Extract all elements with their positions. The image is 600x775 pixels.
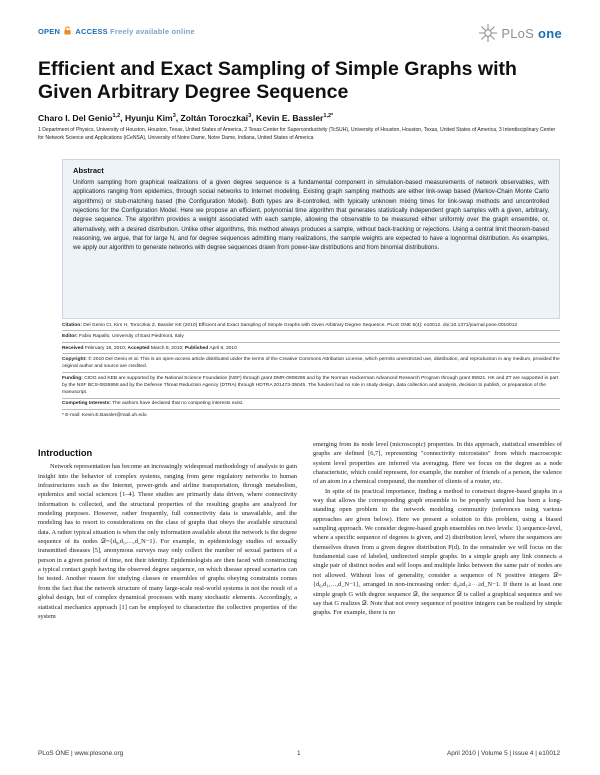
brand-plos: PLoS (501, 25, 534, 41)
citation-row (62, 320, 560, 331)
abstract-text: Uniform sampling from graphical realizations of a given degree sequence is a fundamental component in simulation-based measurements of network observables, with applications ranging from epidemics, through social networks to Internet modeling. Existing graph sampling methods are either link-swap based (Markov-Chain Monte Carlo algorithms) or stub-matching based (the Configuration Model). Both types are ill-controlled, with typically unknown mixing times for link-swap methods and uncontrolled rejections for the Configuration Model. Here we propose an efficient, polynomial time algorithm that generates statistically independent graph samples with a given, arbitrary, degree sequence. The algorithm provides a weight associated with each sample, allowing the observable to be measured either uniformly over the graph ensemble, or, alternatively, with a desired distribution. Unlike other algorithms, this method always produces a sample, without back-tracking or rejections. Using a central limit theorem-based reasoning, we argue, that for large N, and for degree sequences admitting many realizations, the sample weights are expected to have a lognormal distribution. As examples, we apply our algorithm to generate networks with degree sequences drawn from power-law distributions and from binomial distributions. (73, 179, 549, 252)
citation-text: Del Genio CI, Kim H, Toroczkai Z, Bassler KE (2010) Efficient and Exact Sampling of Simple Graphs with Given Arbitrary Degree Sequence. PLoS ONE 5(4): e10012. doi:10.1371/journal.pone.0010012 (83, 322, 518, 328)
author-name: Hyunju Kim (124, 113, 173, 123)
corresponding-email[interactable]: * E-mail: Kevin.E.Bassler@mail.uh.edu (62, 412, 147, 418)
affiliations: 1 Department of Physics, University of Houston, Houston, Texas, United States of America, 2 Texas Center for Superconductivity (TcSUH), University of Houston, Houston, Texas, United States of America, 3 Interdisciplinary Center for Network Science and Applications (iCeNSA), University of Notre Dame, Notre Dame, Indiana, United States of America (38, 127, 556, 141)
body-column-left (38, 449, 297, 621)
footer-journal[interactable]: PLoS ONE | www.plosone.org (38, 750, 124, 757)
open-access-lock-icon (63, 26, 72, 35)
received-date: February 15, 2010; (84, 345, 127, 351)
copyright-row (62, 354, 560, 373)
intro-paragraph-continued: emerging from its node level (microscopic) properties. In this approach, statistical ensembles of graphs are defined [6,7], representing "connectivity microstates" from which macroscopic system level properties are inferred via averaging. Here we focus on the degree as a node characteristic, which could represent, for example, the number of friends of a person, the valence of an atom in a chemical compound, the number of clients of a router, etc. (313, 441, 562, 486)
author-affil-mark: 1,2* (323, 113, 334, 120)
editor-row (62, 331, 560, 342)
open-label: OPEN (38, 27, 61, 36)
author-affil-mark: 3 (248, 113, 252, 120)
accepted-label: Accepted (127, 345, 150, 351)
author-name: Zoltán Toroczkai (180, 113, 249, 123)
author-list: Charo I. Del Genio$^{1,2}$, Hyunju Kim$^3$, Zoltán Toroczkai$^3$, Kevin E. Bassler$^{1,2*}$ (38, 113, 334, 123)
article-title: Efficient and Exact Sampling of Simple Graphs with Given Arbitrary Degree Sequence (38, 58, 517, 103)
journal-logo[interactable] (478, 22, 562, 44)
access-label: ACCESS (75, 27, 108, 36)
email-row (62, 410, 560, 420)
introduction-heading: Introduction (38, 448, 93, 458)
author-name: Charo I. Del Genio (38, 113, 113, 123)
plos-burst-icon (478, 23, 498, 43)
author-affil-mark: 3 (172, 113, 176, 120)
body-column-right (313, 440, 562, 618)
received-label: Received (62, 345, 84, 351)
journal-header (38, 22, 562, 44)
dates-row (62, 343, 560, 354)
author-name: Kevin E. Bassler (256, 113, 324, 123)
abstract-box (62, 159, 560, 319)
funding-row (62, 373, 560, 399)
copyright-label: Copyright: (62, 357, 87, 363)
freely-available-label: Freely available online (110, 27, 195, 36)
copyright-text: © 2010 Del Genio et al. This is an open-access article distributed under the terms of the Creative Commons Attribution License, which permits unrestricted use, distribution, and reproduction in any medium, provided the original author and source are credited. (62, 357, 560, 370)
author-affil-mark: 1,2 (112, 113, 121, 120)
page-number: 1 (297, 750, 301, 757)
citation-label: Citation: (62, 322, 82, 328)
published-label: Published (184, 345, 209, 351)
published-date: April 8, 2010 (209, 345, 237, 351)
editor-text: Fabio Rapallo, University of East Piedmont, Italy (79, 334, 184, 340)
funding-text: CIDG and KEB are supported by the National Science Foundation (NSF) through grant DMR-0908286 and by the Norman Hackerman Advanced Research Program through grant 95921. HK and ZT are supported in part by the NSF BCS-0826958 and by the Defense Threat Reduction Agency (DTRA) through HDTRA 201473-35045. The funders had no role in study design, data collection and analysis, decision to publish, or preparation of the manuscript. (62, 375, 559, 395)
abstract-heading: Abstract (73, 166, 104, 175)
interests-row (62, 399, 560, 410)
editor-label: Editor: (62, 334, 78, 340)
intro-paragraph-1: Network representation has become an increasingly widespread methodology of analysis to gain insight into the behavior of complex systems, ranging from gene regulatory networks to human infrastructures such as the Internet, power-grids and airline transportation, through metabolism, epidemics and social sciences [1–4]. These studies are primarily data driven, where connectivity information is collected, and the structural properties of the resulting graphs are analyzed for modeling purposes. However, rather frequently, full connectivity data is unavailable, and the modeling has to resort to considerations on the class of graphs that obeys the available structural data. A rather typical situation is when the only information available about the network is the degree sequence of its nodes 𝒟={d₀,d₁,…,d_N−1}. For example, in epidemiology studies of sexually transmitted diseases [5], anonymous surveys may only collect the number of sexual partners of a person in a given period of time, not their identity. Epidemiologists are then faced with constructing a typical contact graph having the observed degree sequence, on which disease spread scenarios can be tested. Another reason for studying classes or ensembles of graphs obeying constraints comes from the fact that the network structure of many large-scale real-world systems is not the result of a global design, but of complex dynamical processes with many stochastic elements. Accordingly, a statistical mechanics approach [1] can be employed to characterize the collective properties of the system (38, 463, 297, 620)
accepted-date: March 8, 2010; (150, 345, 184, 351)
interests-text: The authors have declared that no competing interests exist. (112, 401, 244, 407)
article-metadata (62, 320, 560, 421)
footer-issue: April 2010 | Volume 5 | Issue 4 | e10012 (447, 750, 560, 757)
open-access-badge (38, 26, 195, 36)
intro-paragraph-2: In spite of its practical importance, finding a method to construct degree-based graphs in a way that allows the corresponding graph ensemble to be properly sampled has been a long-standing open problem in the network modeling community (references using various approaches are given below). Here we present a solution to this problem, using a biased sampling approach. We consider degree-based graph ensembles on two levels: 1) sequence-level, where a specific sequence of degrees is given, and 2) distribution level, where the sequences are themselves drawn from a given degree distribution P(d). In the remainder we will focus on the fundamental case of labeled, undirected simple graphs. In a simple graph any link connects a single pair of distinct nodes and self loops and multiple links between the same pair of nodes are not allowed. Without loss of generality, consider a sequence of N positive integers 𝒟={d₀,d₁,…,d_N−1}, arranged in non-increasing order: d₀≥d₁≥⋯≥d_N−1. If there is at least one simple graph G with degree sequence 𝒟, the sequence 𝒟 is called a graphical sequence and we say that G realizes 𝒟. Note that not every sequence of positive integers can be realized by simple graphs. For example, there is no (313, 487, 562, 617)
funding-label: Funding: (62, 375, 83, 381)
brand-one: one (537, 25, 562, 41)
interests-label: Competing Interests: (62, 401, 111, 407)
